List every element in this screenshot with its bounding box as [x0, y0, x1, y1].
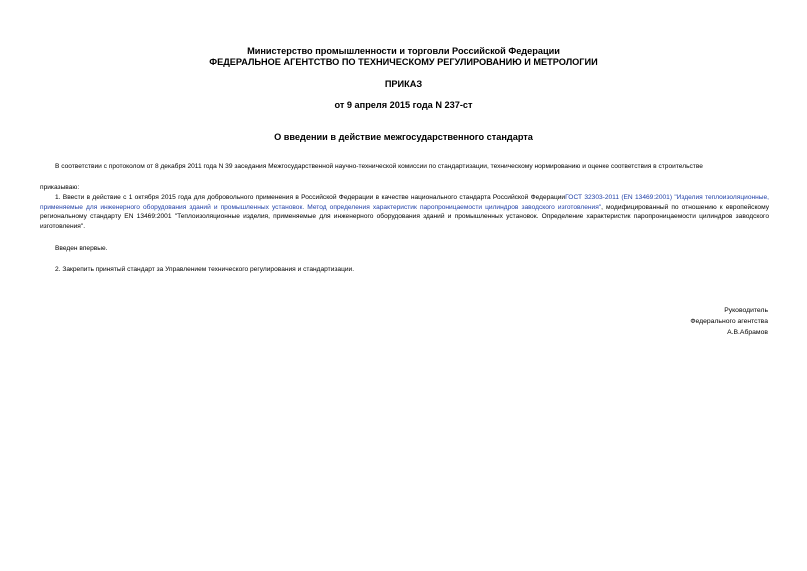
agency-heading: ФЕДЕРАЛЬНОЕ АГЕНТСТВО ПО ТЕХНИЧЕСКОМУ РЕГУЛИРОВАНИЮ И МЕТРОЛОГИИ	[209, 57, 598, 67]
order-word: приказываю:	[40, 184, 80, 191]
signature-name: А.В.Абрамов	[727, 329, 768, 336]
item-1-paragraph	[40, 193, 769, 231]
signature-organization: Федерального агентства	[690, 318, 768, 325]
signature-position: Руководитель	[724, 307, 768, 314]
item-2-paragraph: 2. Закрепить принятый стандарт за Управлением технического регулирования и стандартизации.	[55, 266, 355, 273]
ministry-heading: Министерство промышленности и торговли Российской Федерации	[247, 46, 560, 56]
item-1-text-end: , модифицированный по отношению к европейскому региональному стандарту EN 13469:2001 "Теплоизоляционные изделия, применяемые для инженерного оборудования зданий и промышленных установок. Определение характеристик паропроницаемости цилиндров заводского изготовления".	[40, 203, 770, 230]
introduced-note: Введен впервые.	[55, 245, 108, 252]
item-1-text-start: 1. Ввести в действие с 1 октября 2015 года для добровольного применения в Российской Федерации в качестве национального стандарта Российской Федерации	[55, 194, 566, 201]
document-subject: О введении в действие межгосударственного стандарта	[274, 132, 533, 142]
gost-32303-2011-link[interactable]: ГОСТ 32303-2011 (EN 13469:2001) "Изделия теплоизоляционные, применяемые для инженерного оборудования зданий и промышленных установок. Метод определения характеристик паропроницаемости цилиндров заводского изготовления"	[40, 194, 770, 211]
document-type: ПРИКАЗ	[384, 79, 423, 89]
document-date-number: от 9 апреля 2015 года N 237-ст	[334, 100, 473, 110]
preamble-paragraph: В соответствии с протоколом от 8 декабря 2011 года N 39 заседания Межгосударственной научно-технической комиссии по стандартизации, техническому нормированию и оценке соответствия в строительстве	[55, 163, 703, 170]
